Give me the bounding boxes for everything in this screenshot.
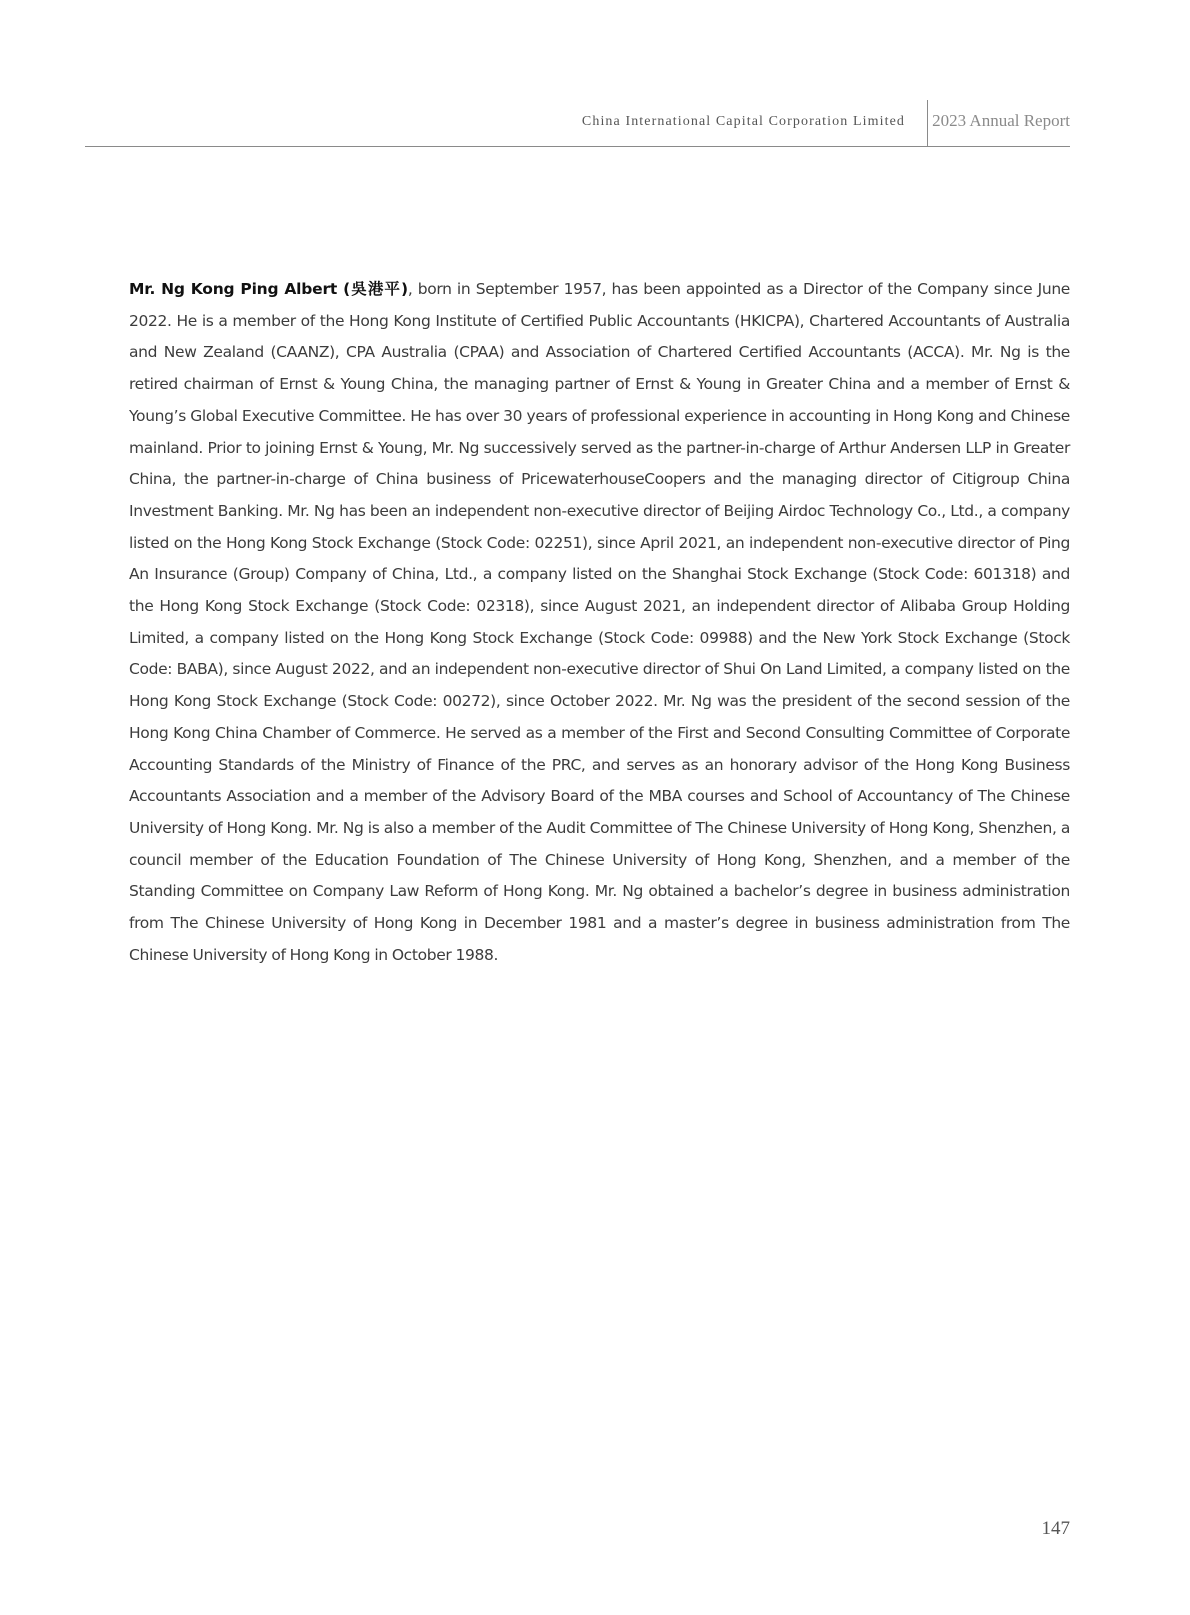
director-name: Mr. Ng Kong Ping Albert (吳港平) <box>129 280 408 298</box>
biography-text: , born in September 1957, has been appointed as a Director of the Company since June 2022. He is a member of the Hong Kong Institute of Certified Public Accountants (HKICPA), Chartered Accountants of Australia and New Zealand (CAANZ), CPA Australia (CPAA) and Association of Chartered Certified Accountants (ACCA). Mr. Ng is the retired chairman of Ernst & Young China, the managing partner of Ernst & Young in Greater China and a member of Ernst & Young’s Global Executive Committee. He has over 30 years of professional experience in accounting in Hong Kong and Chinese mainland. Prior to joining Ernst & Young, Mr. Ng successively served as the partner-in-charge of Arthur Andersen LLP in Greater China, the partner-in-charge of China business of PricewaterhouseCoopers and the managing director of Citigroup China Investment Banking. Mr. Ng has been an independent non-executive director of Beijing Airdoc Technology Co., Ltd., a company listed on the Hong Kong Stock Exchange (Stock Code: 02251), since April 2021, an independent non-executive director of Ping An Insurance (Group) Company of China, Ltd., a company listed on the Shanghai Stock Exchange (Stock Code: 601318) and the Hong Kong Stock Exchange (Stock Code: 02318), since August 2021, an independent director of Alibaba Group Holding Limited, a company listed on the Hong Kong Stock Exchange (Stock Code: 09988) and the New York Stock Exchange (Stock Code: BABA), since August 2022, and an independent non-executive director of Shui On Land Limited, a company listed on the Hong Kong Stock Exchange (Stock Code: 00272), since October 2022. Mr. Ng was the president of the second session of the Hong Kong China Chamber of Commerce. He served as a member of the First and Second Consulting Committee of Corporate Accounting Standards of the Ministry of Finance of the PRC, and serves as an honorary advisor of the Hong Kong Business Accountants Association and a member of the Advisory Board of the MBA courses and School of Accountancy of The Chinese University of Hong Kong. Mr. Ng is also a member of the Audit Committee of The Chinese University of Hong Kong, Shenzhen, a council member of the Education Foundation of The Chinese University of Hong Kong, Shenzhen, and a member of the Standing Committee on Company Law Reform of Hong Kong. Mr. Ng obtained a bachelor’s degree in business administration from The Chinese University of Hong Kong in December 1981 and a master’s degree in business administration from The Chinese University of Hong Kong in October 1988. <box>129 280 1070 964</box>
header-report-title: 2023 Annual Report <box>932 111 1070 130</box>
director-biography <box>129 274 1070 971</box>
page-number: 147 <box>1041 1518 1070 1539</box>
page-header <box>85 100 1070 147</box>
header-divider <box>927 100 928 146</box>
header-company-name: China International Capital Corporation Limited <box>581 114 905 129</box>
